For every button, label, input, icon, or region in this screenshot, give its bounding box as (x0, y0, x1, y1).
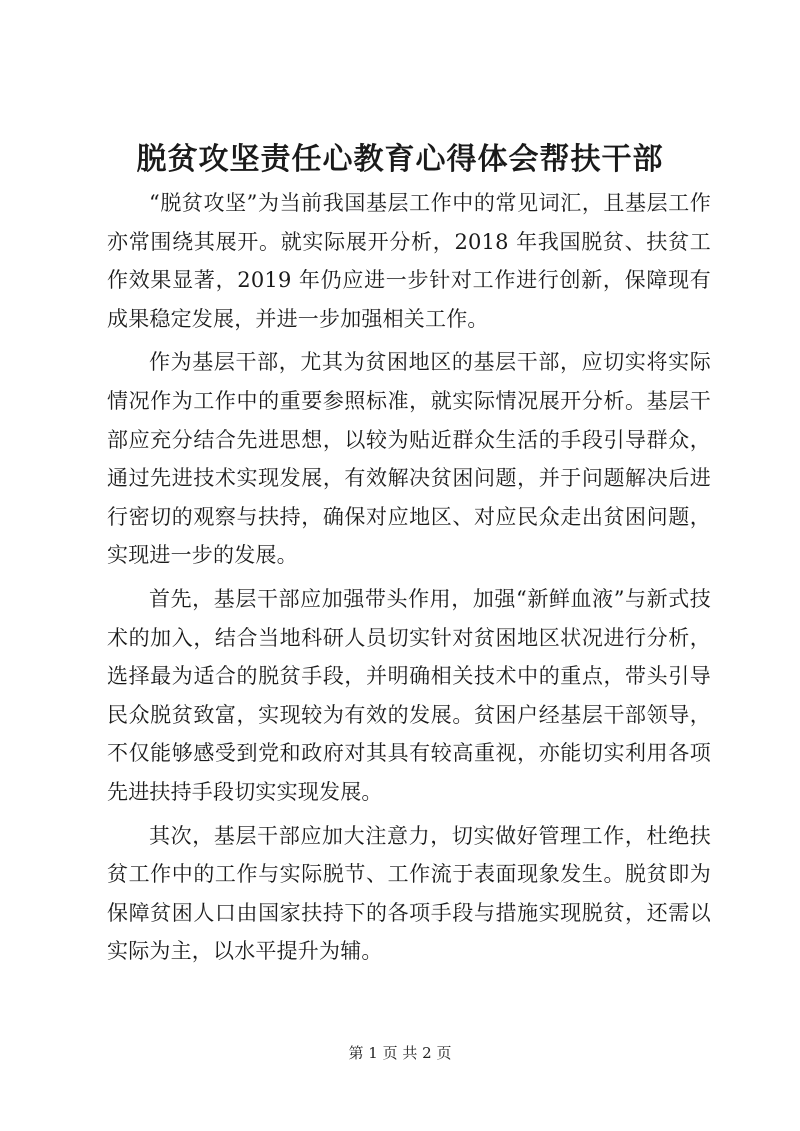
page-footer: 第 1 页 共 2 页 (348, 1044, 452, 1062)
paragraph-2: 作为基层干部，尤其为贫困地区的基层干部，应切实将实际情况作为工作中的重要参照标准，就实际情况展开分析。基层干部应充分结合先进思想，以较为贴近群众生活的手段引导群众，通过先进技术实现发展，有效解决贫困问题，并于问题解决后进行密切的观察与扶持，确保对应地区、对应民众走出贫困问题，实现进一步的发展。 (107, 350, 711, 568)
document-body (107, 184, 711, 976)
paragraph-1: “脱贫攻坚”为当前我国基层工作中的常见词汇，且基层工作亦常围绕其展开。就实际展开分析，2018 年我国脱贫、扶贫工作效果显著，2019 年仍应进一步针对工作进行创新，保障现有成果稳定发展，并进一步加强相关工作。 (107, 191, 711, 331)
paragraph-3: 首先，基层干部应加强带头作用，加强“新鲜血液”与新式技术的加入，结合当地科研人员切实针对贫困地区状况进行分析，选择最为适合的脱贫手段，并明确相关技术中的重点，带头引导民众脱贫致富，实现较为有效的发展。贫困户经基层干部领导，不仅能够感受到党和政府对其具有较高重视，亦能切实利用各项先进扶持手段切实实现发展。 (107, 586, 711, 804)
document-title: 脱贫攻坚责任心教育心得体会帮扶干部 (136, 142, 664, 177)
paragraph-4: 其次，基层干部应加大注意力，切实做好管理工作，杜绝扶贫工作中的工作与实际脱节、工作流于表面现象发生。脱贫即为保障贫困人口由国家扶持下的各项手段与措施实现脱贫，还需以实际为主，以水平提升为辅。 (107, 823, 711, 964)
